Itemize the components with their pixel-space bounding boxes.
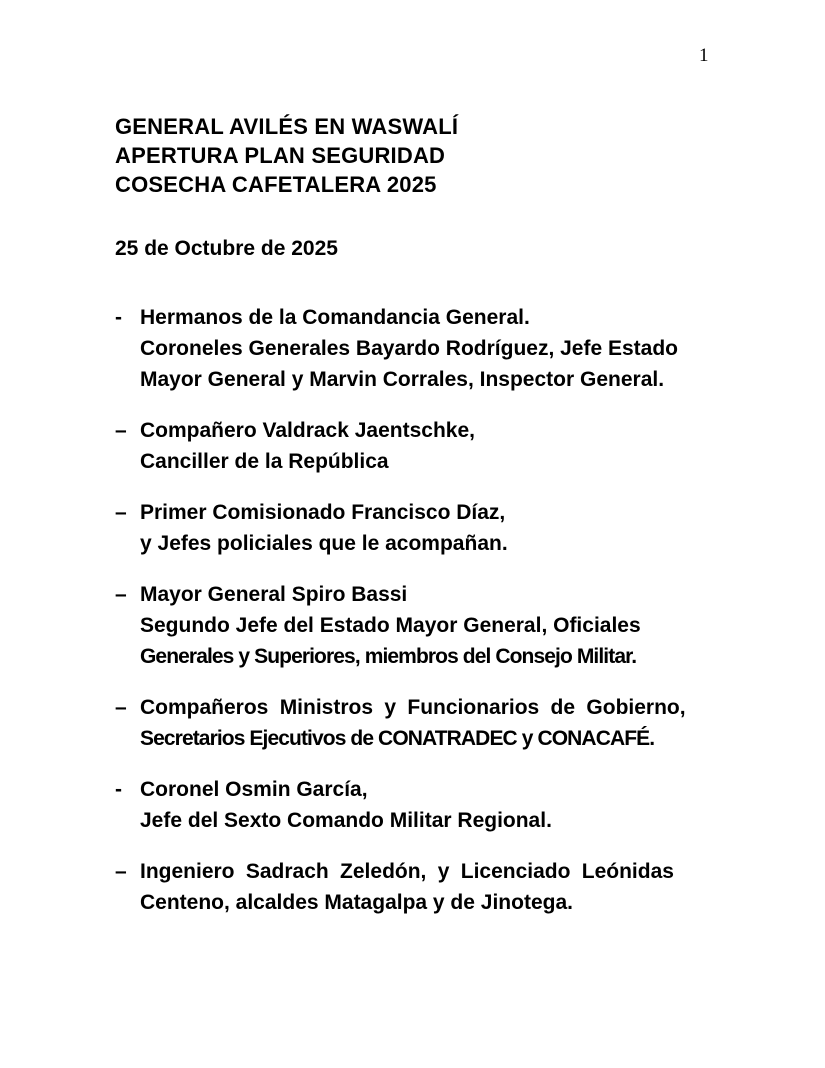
salutation-item bbox=[115, 415, 712, 477]
salutation-line: Ingeniero Sadrach Zeledón, y Licenciado Leónidas bbox=[140, 860, 674, 883]
dash-marker: – bbox=[115, 583, 127, 606]
salutation-line: Compañeros Ministros y Funcionarios de Gobierno, bbox=[140, 696, 686, 719]
salutation-item bbox=[115, 302, 712, 395]
salutation-line: Coronel Osmin García, bbox=[140, 778, 368, 801]
salutation-item bbox=[115, 692, 712, 754]
salutation-item bbox=[115, 497, 712, 559]
salutation-line: Jefe del Sexto Comando Militar Regional. bbox=[140, 809, 552, 832]
document-date: 25 de Octubre de 2025 bbox=[115, 237, 338, 260]
salutation-line: Primer Comisionado Francisco Díaz, bbox=[140, 501, 506, 524]
title-line: COSECHA CAFETALERA 2025 bbox=[115, 172, 437, 197]
salutation-item bbox=[115, 579, 712, 672]
salutation-line: y Jefes policiales que le acompañan. bbox=[140, 532, 508, 555]
dash-marker: – bbox=[115, 696, 127, 719]
salutation-line: Centeno, alcaldes Matagalpa y de Jinotega. bbox=[140, 891, 573, 914]
salutation-item bbox=[115, 856, 712, 918]
title-line: APERTURA PLAN SEGURIDAD bbox=[115, 143, 446, 168]
document-content bbox=[115, 112, 712, 938]
salutation-line: Compañero Valdrack Jaentschke, bbox=[140, 419, 475, 442]
salutation-item bbox=[115, 774, 712, 836]
title-line: GENERAL AVILÉS EN WASWALÍ bbox=[115, 114, 459, 139]
dash-marker: - bbox=[115, 306, 122, 329]
dash-marker: – bbox=[115, 419, 127, 442]
salutation-line: Secretarios Ejecutivos de CONATRADEC y CONACAFÉ. bbox=[140, 727, 655, 750]
dash-marker: - bbox=[115, 778, 122, 801]
page-number: 1 bbox=[699, 45, 709, 66]
salutation-line: Generales y Superiores, miembros del Consejo Militar. bbox=[140, 645, 637, 668]
document-title bbox=[115, 112, 712, 199]
salutation-line: Canciller de la República bbox=[140, 450, 389, 473]
salutation-line: Segundo Jefe del Estado Mayor General, Oficiales bbox=[140, 614, 641, 637]
salutation-list bbox=[115, 302, 712, 918]
salutation-line: Mayor General Spiro Bassi bbox=[140, 583, 408, 606]
dash-marker: – bbox=[115, 860, 127, 883]
dash-marker: – bbox=[115, 501, 127, 524]
salutation-line: Coroneles Generales Bayardo Rodríguez, Jefe Estado bbox=[140, 337, 679, 360]
salutation-line: Mayor General y Marvin Corrales, Inspector General. bbox=[140, 368, 665, 391]
salutation-line: Hermanos de la Comandancia General. bbox=[140, 306, 530, 329]
